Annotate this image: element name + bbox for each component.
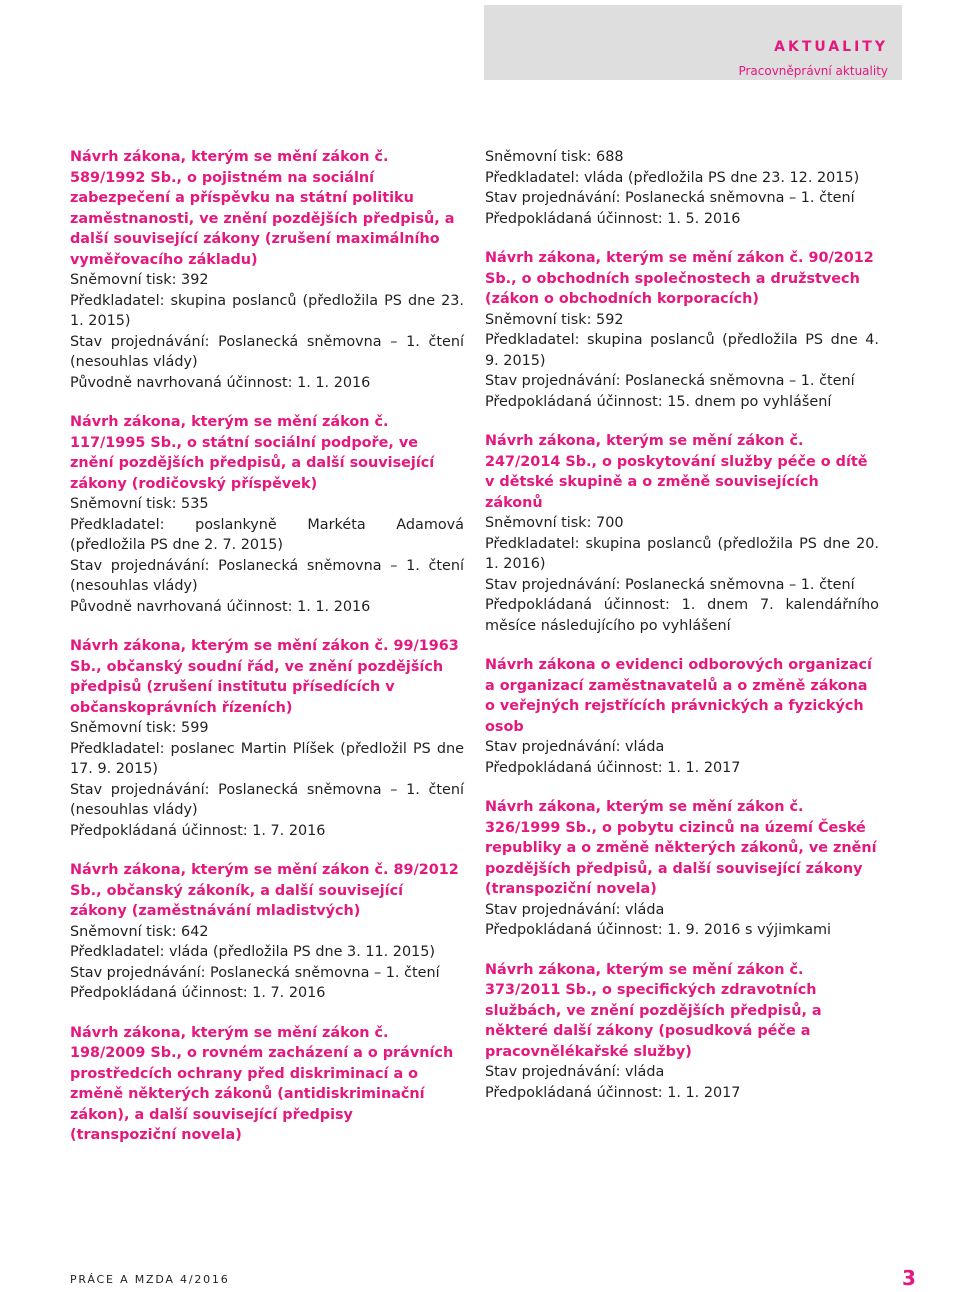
law-title: Návrh zákona, kterým se mění zákon č. 99/1963 Sb., občanský soudní řád, ve znění pozdějších předpisů (zrušení institutu přísedících v občanskoprávních řízeních) — [70, 638, 459, 716]
law-title: Návrh zákona, kterým se mění zákon č. 589/1992 Sb., o pojistném na sociální zabezpečení a příspěvku na státní politiku zaměstnanosti, ve znění pozdějších předpisů, a další související zákony (zrušení maximálního vyměřovacího základu) — [70, 149, 455, 268]
law-entry — [485, 248, 879, 412]
law-detail: Stav projednávání: Poslanecká sněmovna – 1. čtení — [485, 373, 855, 389]
law-detail: Předkladatel: vláda (předložila PS dne 23. 12. 2015) — [485, 169, 860, 186]
law-entry — [70, 1023, 464, 1146]
law-title: Návrh zákona, kterým se mění zákon č. 247/2014 Sb., o poskytování služby péče o dítě v dětské skupině a o změně souvisejících zákonů — [485, 433, 868, 511]
left-column — [70, 147, 464, 1165]
law-detail: Stav projednávání: vláda — [485, 1064, 665, 1080]
law-detail: Předpokládaná účinnost: 1. 9. 2016 s výjimkami — [485, 922, 832, 938]
law-title: Návrh zákona, kterým se mění zákon č. 90/2012 Sb., o obchodních společnostech a družstvech (zákon o obchodních korporacích) — [485, 250, 874, 307]
law-entry — [485, 797, 879, 941]
law-title: Návrh zákona o evidenci odborových organizací a organizací zaměstnavatelů a o změně zákona o veřejných rejstřících právnických a fyzických osob — [485, 657, 872, 735]
page-number: 3 — [902, 1266, 916, 1290]
law-entry — [70, 636, 464, 841]
law-detail: Stav projednávání: vláda — [485, 901, 665, 918]
law-detail: Stav projednávání: Poslanecká sněmovna – 1. čtení (nesouhlas vlády) — [70, 557, 464, 594]
law-detail: Stav projednávání: Poslanecká sněmovna – 1. čtení — [485, 190, 855, 206]
law-detail: Sněmovní tisk: 688 — [485, 149, 624, 165]
law-detail: Předpokládaná účinnost: 1. 1. 2017 — [485, 1084, 741, 1101]
law-detail: Stav projednávání: Poslanecká sněmovna – 1. čtení — [70, 964, 440, 981]
law-entry — [70, 412, 464, 617]
law-entry — [485, 431, 879, 636]
law-title: Návrh zákona, kterým se mění zákon č. 198/2009 Sb., o rovném zacházení a o právních prostředcích ochrany před diskriminací a o změně některých zákonů (antidiskriminační zákon), a další související předpisy (transpoziční novela) — [70, 1024, 454, 1143]
law-detail: Stav projednávání: Poslanecká sněmovna – 1. čtení — [485, 576, 855, 593]
law-detail: Sněmovní tisk: 592 — [485, 311, 624, 328]
section-subtitle: Pracovněprávní aktuality — [738, 64, 888, 78]
right-column — [485, 147, 879, 1122]
law-entry — [485, 147, 879, 229]
law-detail: Sněmovní tisk: 642 — [70, 923, 209, 940]
law-detail: Předkladatel: skupina poslanců (předložila PS dne 20. 1. 2016) — [485, 535, 879, 572]
law-detail: Stav projednávání: vláda — [485, 739, 665, 755]
law-detail: Předpokládaná účinnost: 1. 5. 2016 — [485, 210, 741, 227]
law-title: Návrh zákona, kterým se mění zákon č. 89/2012 Sb., občanský zákoník, a další související zákony (zaměstnávání mladistvých) — [70, 862, 459, 919]
law-entry — [485, 655, 879, 778]
law-entry — [485, 960, 879, 1104]
law-detail: Původně navrhovaná účinnost: 1. 1. 2016 — [70, 374, 371, 391]
law-detail: Stav projednávání: Poslanecká sněmovna – 1. čtení (nesouhlas vlády) — [70, 781, 464, 818]
law-detail: Předpokládaná účinnost: 1. 7. 2016 — [70, 985, 326, 1001]
law-detail: Předpokládaná účinnost: 1. 7. 2016 — [70, 822, 326, 839]
law-detail: Sněmovní tisk: 535 — [70, 496, 209, 512]
law-detail: Předpokládaná účinnost: 1. dnem 7. kalendářního měsíce následujícího po vyhlášení — [485, 597, 879, 634]
publication-name: PRÁCE A MZDA 4/2016 — [70, 1273, 230, 1286]
law-detail: Předkladatel: skupina poslanců (předložila PS dne 23. 1. 2015) — [70, 292, 464, 329]
section-title: AKTUALITY — [774, 39, 888, 55]
law-detail: Stav projednávání: Poslanecká sněmovna – 1. čtení (nesouhlas vlády) — [70, 333, 464, 370]
law-detail: Sněmovní tisk: 599 — [70, 720, 209, 736]
law-detail: Sněmovní tisk: 700 — [485, 515, 624, 531]
law-detail: Předkladatel: skupina poslanců (předložila PS dne 4. 9. 2015) — [485, 332, 879, 369]
law-detail: Sněmovní tisk: 392 — [70, 272, 209, 288]
law-detail: Předpokládaná účinnost: 1. 1. 2017 — [485, 759, 741, 776]
law-entry — [70, 860, 464, 1004]
law-entry — [70, 147, 464, 393]
section-header — [484, 5, 902, 80]
law-title: Návrh zákona, kterým se mění zákon č. 326/1999 Sb., o pobytu cizinců na území České republiky a o změně některých zákonů, ve znění pozdějších předpisů, a další související zákony (transpoziční novela) — [485, 799, 877, 897]
law-detail: Předkladatel: poslanec Martin Plíšek (předložil PS dne 17. 9. 2015) — [70, 740, 464, 777]
law-detail: Předpokládaná účinnost: 15. dnem po vyhlášení — [485, 393, 832, 410]
law-detail: Předkladatel: poslankyně Markéta Adamová (předložila PS dne 2. 7. 2015) — [70, 516, 464, 553]
law-detail: Předkladatel: vláda (předložila PS dne 3. 11. 2015) — [70, 944, 436, 960]
law-title: Návrh zákona, kterým se mění zákon č. 117/1995 Sb., o státní sociální podpoře, ve znění pozdějších předpisů, a další související zákony (rodičovský příspěvek) — [70, 414, 435, 492]
law-detail: Původně navrhovaná účinnost: 1. 1. 2016 — [70, 598, 371, 615]
law-title: Návrh zákona, kterým se mění zákon č. 373/2011 Sb., o specifických zdravotních službách, ve znění pozdějších předpisů, a některé další zákony (posudková péče a pracovnělékařské služby) — [485, 961, 822, 1060]
